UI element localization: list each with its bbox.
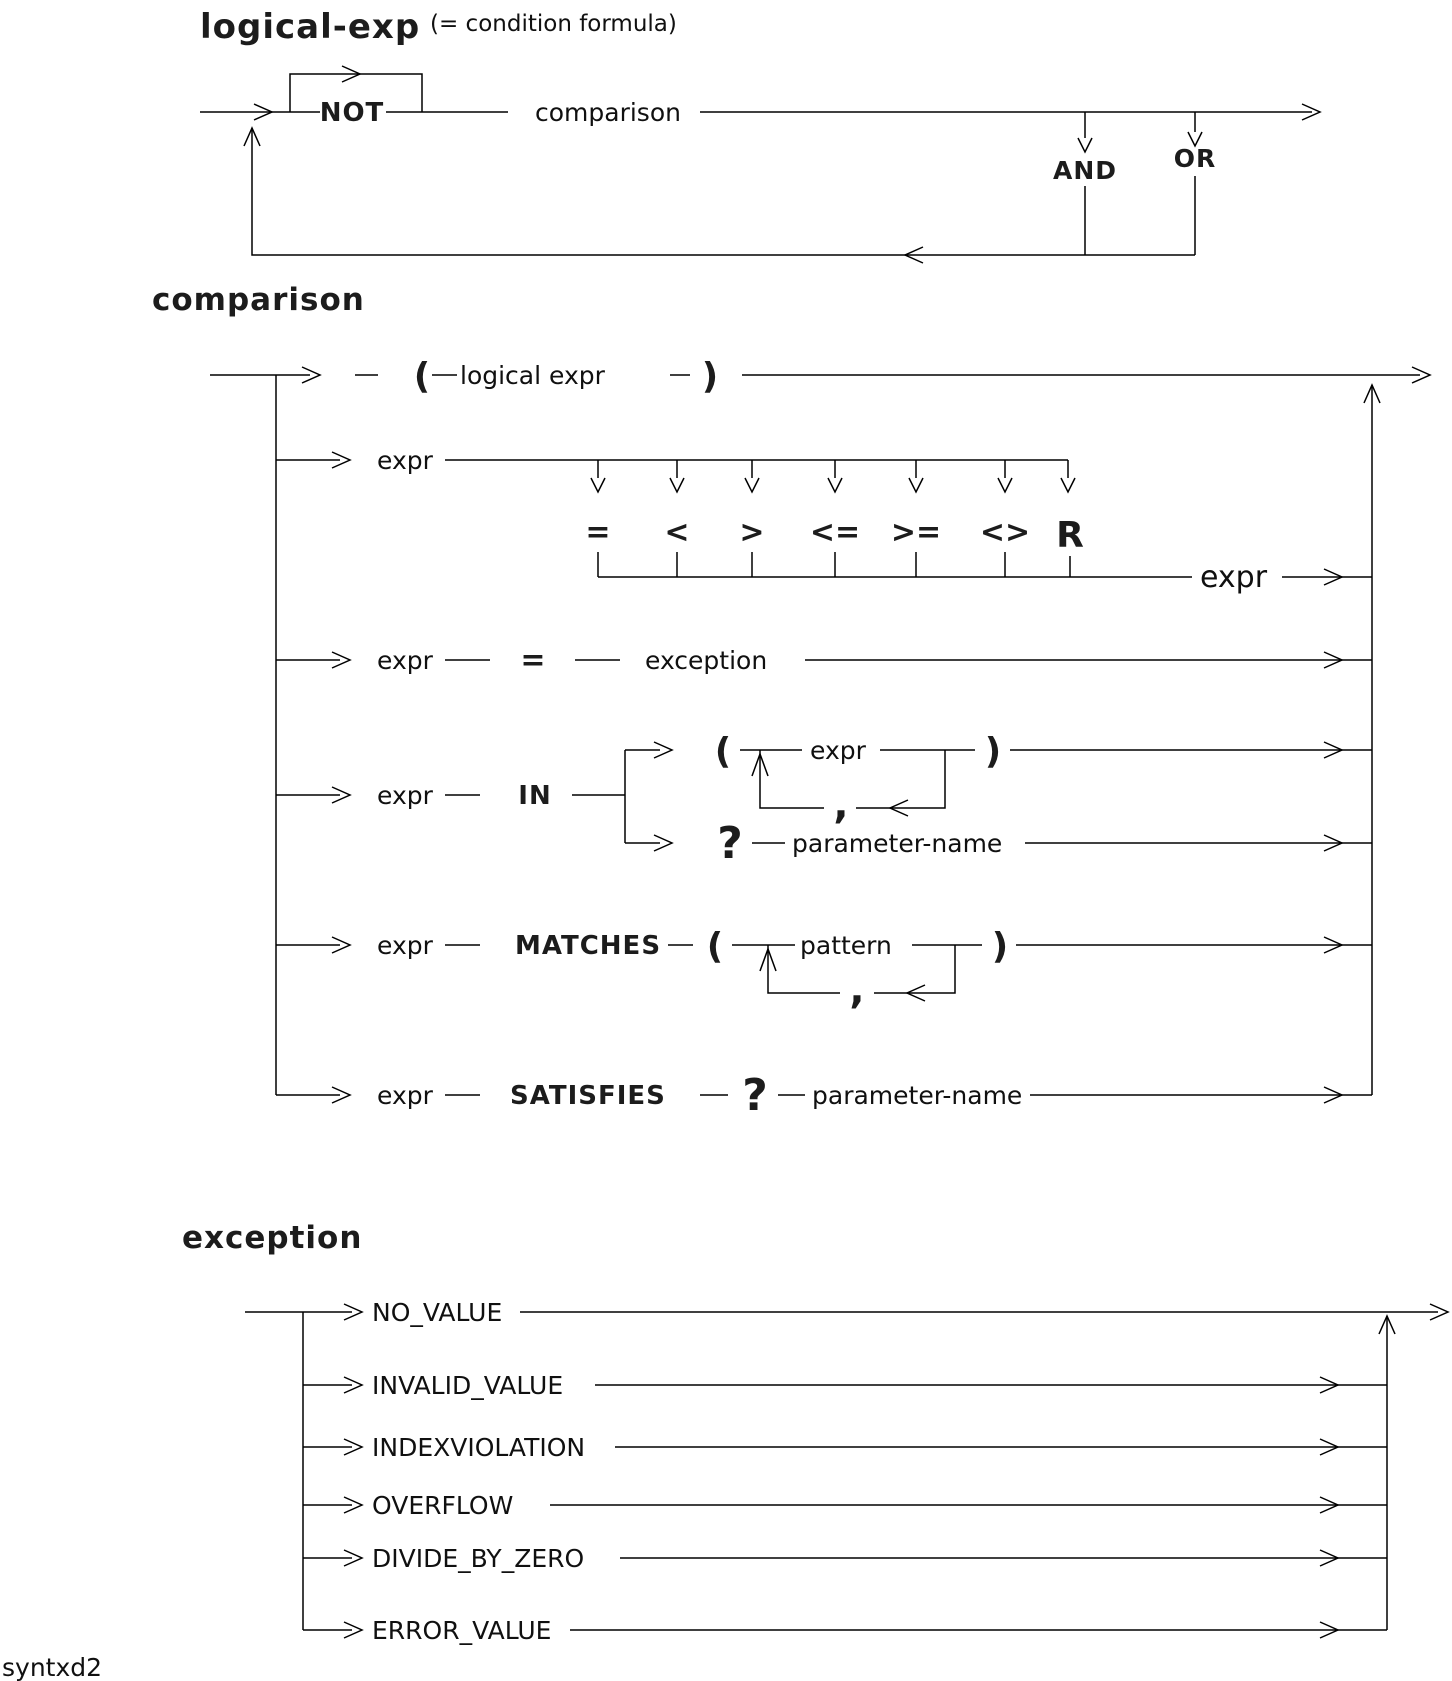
branch-matches: [276, 926, 1372, 1013]
arrow-down-icon: [591, 478, 605, 492]
open-paren: (: [714, 731, 732, 772]
exception-value: ERROR_VALUE: [372, 1616, 552, 1645]
and-keyword: AND: [1052, 156, 1118, 185]
exception-row-error-value: [372, 1616, 1387, 1645]
arrow-down-icon: [998, 478, 1012, 492]
arrow-down-icon: [828, 478, 842, 492]
exception-value: OVERFLOW: [372, 1491, 514, 1520]
pattern-label: pattern: [800, 931, 892, 960]
close-paren: ): [701, 356, 719, 397]
exception-value: INVALID_VALUE: [372, 1371, 564, 1400]
matches-keyword: MATCHES: [515, 931, 662, 961]
arrow-down-icon: [670, 478, 684, 492]
parameter-name-label: parameter-name: [792, 829, 1003, 858]
expr-label: expr: [377, 646, 433, 675]
op-gt: >: [739, 515, 765, 550]
branch-in: [276, 731, 1372, 869]
logical-exp-title: logical-exp: [200, 7, 421, 47]
question-mark: ?: [717, 818, 743, 869]
expr-label: expr: [377, 781, 433, 810]
exception-ref: exception: [645, 646, 768, 675]
close-paren: ): [984, 731, 1002, 772]
expr-label: expr: [377, 931, 433, 960]
logical-exp-arrowheads: [244, 66, 1320, 263]
satisfies-keyword: SATISFIES: [510, 1081, 666, 1111]
op-eq: =: [585, 515, 611, 550]
assign-op: =: [520, 643, 546, 678]
arrow-down-icon: [1078, 138, 1092, 152]
logical-exp-section: [200, 7, 1320, 263]
op-r: R: [1056, 515, 1084, 556]
exception-rails: [245, 1304, 1395, 1638]
exception-row-overflow: [372, 1491, 1387, 1520]
exception-row-invalid-value: [372, 1371, 1387, 1400]
exception-value: NO_VALUE: [372, 1298, 503, 1327]
not-keyword: NOT: [319, 98, 385, 128]
arrow-down-icon: [745, 478, 759, 492]
branch-paren-logical-expr: [355, 356, 1430, 397]
footer-file-label: syntxd2: [2, 1653, 103, 1681]
branch-assign-exception: [276, 643, 1372, 678]
expr-label: expr: [377, 446, 433, 475]
op-ne: <>: [979, 515, 1031, 550]
open-paren: (: [413, 356, 431, 397]
exception-row-indexviolation: [372, 1433, 1387, 1462]
comma-separator: ,: [833, 782, 849, 828]
in-keyword: IN: [518, 781, 552, 811]
branch-satisfies: [276, 1070, 1372, 1121]
comparison-shared-rails: [210, 367, 1380, 1095]
comparison-ref: comparison: [535, 98, 681, 127]
open-paren: (: [706, 926, 724, 967]
parameter-name-label: parameter-name: [812, 1081, 1023, 1110]
comma-separator: ,: [849, 967, 865, 1013]
exception-row-divide-by-zero: [372, 1544, 1387, 1573]
exception-section: [182, 1220, 1448, 1645]
op-le: <=: [809, 515, 861, 550]
op-ge: >=: [890, 515, 942, 550]
exception-title: exception: [182, 1220, 363, 1256]
exception-value: INDEXVIOLATION: [372, 1433, 586, 1462]
or-keyword: OR: [1173, 144, 1217, 173]
logical-expr-label: logical expr: [460, 361, 605, 390]
comparison-title: comparison: [152, 282, 365, 318]
op-lt: <: [664, 515, 690, 550]
close-paren: ): [991, 926, 1009, 967]
arrow-down-icon: [1061, 478, 1075, 492]
comparison-section: [152, 282, 1430, 1121]
expr-item-label: expr: [810, 736, 866, 765]
exception-row-no-value: [372, 1298, 1448, 1327]
question-mark: ?: [742, 1070, 768, 1121]
expr-right-label: expr: [1200, 560, 1268, 595]
logical-exp-subtitle: (= condition formula): [430, 11, 677, 37]
exception-value: DIVIDE_BY_ZERO: [372, 1544, 585, 1573]
branch-operators: [276, 446, 1372, 595]
arrow-down-icon: [909, 478, 923, 492]
expr-label: expr: [377, 1081, 433, 1110]
